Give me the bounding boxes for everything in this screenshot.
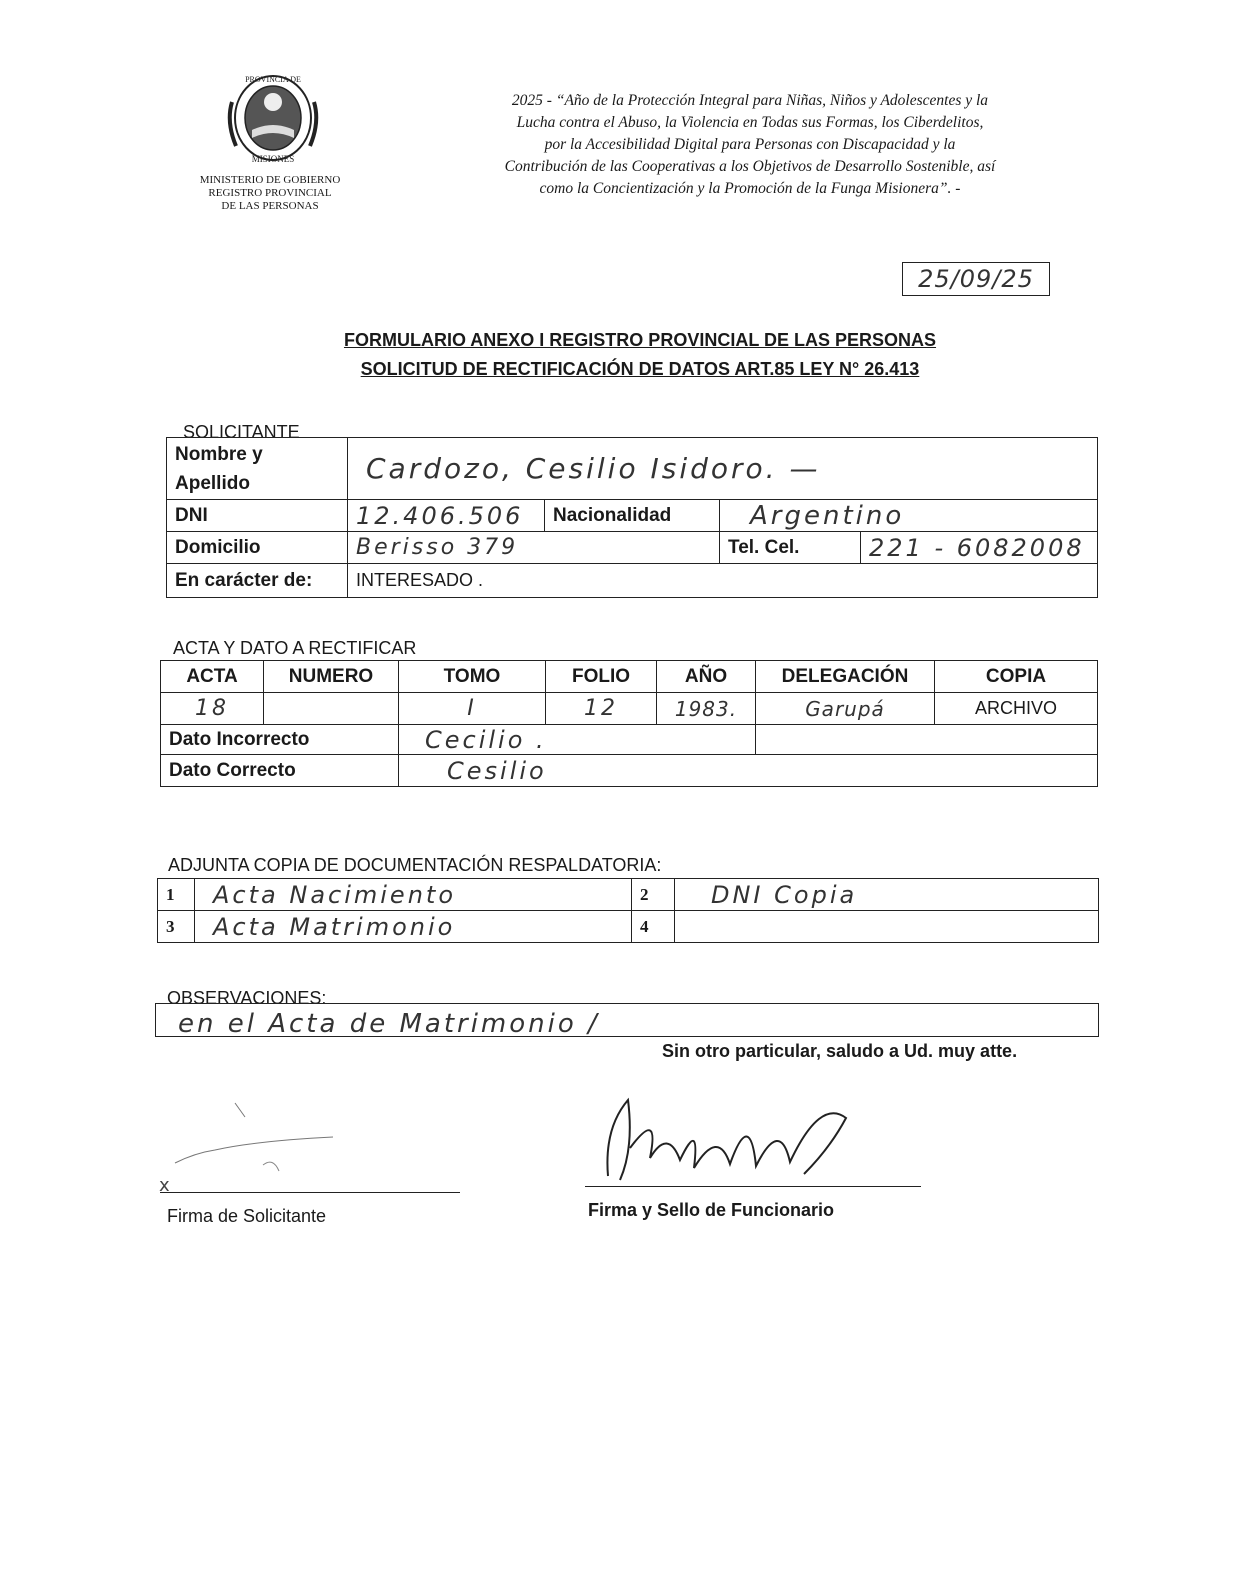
ministry-line-1: MINISTERIO DE GOBIERNO	[199, 174, 341, 186]
adjunta-item-2[interactable]: DNI Copia	[675, 879, 1099, 911]
motto-line-1: 2025 - “Año de la Protección Integral para Niñas, Niños y Adolescentes y la	[511, 92, 989, 109]
observaciones-field[interactable]: en el Acta de Matrimonio /	[155, 1003, 1099, 1037]
ministry-line-3: DE LAS PERSONAS	[221, 200, 319, 212]
nacionalidad-field[interactable]: Argentino	[720, 500, 1098, 532]
adjunta-section-label: ADJUNTA COPIA DE DOCUMENTACIÓN RESPALDATORIA:	[168, 855, 662, 875]
copia-field[interactable]: ARCHIVO	[935, 693, 1098, 725]
adjunta-num-4: 4	[632, 911, 675, 943]
dato-incorrecto-field[interactable]: Cecilio .	[399, 725, 756, 755]
adjunta-num-1: 1	[158, 879, 195, 911]
title-line-2: SOLICITUD DE RECTIFICACIÓN DE DATOS ART.85 LEY N° 26.413	[360, 359, 920, 379]
nombre-label-2: Apellido	[175, 472, 250, 494]
motto-line-5: como la Concientización y la Promoción de la Funga Misionera”. -	[539, 180, 961, 197]
form-title	[300, 326, 980, 384]
dato-incorrecto-extra	[756, 725, 1098, 755]
funcionario-signature-mark	[590, 1088, 870, 1188]
svg-text:x: x	[159, 1175, 170, 1195]
seal-text-top: PROVINCIA DE	[245, 75, 301, 84]
delegacion-field[interactable]: Garupá	[756, 693, 935, 725]
observaciones-label: OBSERVACIONES:	[167, 988, 327, 1008]
funcionario-signature-line	[585, 1186, 921, 1187]
ministry-name	[180, 174, 360, 213]
adjunta-item-4[interactable]	[675, 911, 1099, 943]
domicilio-label: Domicilio	[167, 532, 348, 564]
solicitante-table	[166, 437, 1098, 598]
motto-line-3: por la Accesibilidad Digital para Personas con Discapacidad y la	[544, 136, 956, 153]
dato-correcto-field[interactable]: Cesilio	[399, 755, 1098, 787]
tomo-header: TOMO	[399, 661, 546, 693]
caracter-label: En carácter de:	[167, 564, 348, 598]
folio-header: FOLIO	[546, 661, 657, 693]
firma-solicitante-label: Firma de Solicitante	[167, 1206, 327, 1226]
adjunta-table	[157, 878, 1099, 943]
copia-header: COPIA	[935, 661, 1098, 693]
adjunta-num-3: 3	[158, 911, 195, 943]
adjunta-item-3[interactable]: Acta Matrimonio	[195, 911, 632, 943]
folio-field[interactable]: 12	[546, 693, 657, 725]
anio-header: AÑO	[657, 661, 756, 693]
ministry-line-2: REGISTRO PROVINCIAL	[208, 187, 332, 199]
title-line-1: FORMULARIO ANEXO I REGISTRO PROVINCIAL DE LAS PERSONAS	[343, 330, 937, 350]
nacionalidad-label: Nacionalidad	[545, 500, 720, 532]
seal-logo	[224, 72, 322, 164]
tel-field[interactable]: 221 - 6082008	[861, 532, 1098, 564]
dato-incorrecto-label: Dato Incorrecto	[161, 725, 399, 755]
acta-field[interactable]: 18	[161, 693, 264, 725]
solicitante-signature-line	[160, 1192, 460, 1193]
delegacion-header: DELEGACIÓN	[756, 661, 935, 693]
adjunta-item-1[interactable]: Acta Nacimiento	[195, 879, 632, 911]
year-motto	[440, 90, 1060, 200]
nombre-label	[167, 438, 348, 500]
date-stamp: 25/09/25	[902, 262, 1050, 296]
tomo-field[interactable]: I	[399, 693, 546, 725]
motto-line-2: Lucha contra el Abuso, la Violencia en Todas sus Formas, los Ciberdelitos,	[516, 114, 984, 131]
dato-correcto-label: Dato Correcto	[161, 755, 399, 787]
acta-section-label: ACTA Y DATO A RECTIFICAR	[173, 638, 417, 658]
acta-table	[160, 660, 1098, 787]
solicitante-signature-mark	[155, 1095, 345, 1195]
tel-label: Tel. Cel.	[720, 532, 861, 564]
dni-label: DNI	[167, 500, 348, 532]
acta-header: ACTA	[161, 661, 264, 693]
numero-field[interactable]	[264, 693, 399, 725]
motto-line-4: Contribución de las Cooperativas a los Objetivos de Desarrollo Sostenible, así	[504, 158, 996, 175]
domicilio-field[interactable]: Berisso 379	[348, 532, 720, 564]
adjunta-num-2: 2	[632, 879, 675, 911]
caracter-field[interactable]: INTERESADO .	[348, 564, 1098, 598]
closing-text: Sin otro particular, saludo a Ud. muy atte.	[662, 1041, 1018, 1061]
solicitante-section-label: SOLICITANTE	[183, 422, 300, 442]
nombre-field[interactable]: Cardozo, Cesilio Isidoro. —	[348, 438, 1098, 500]
seal-text-bottom: MISIONES	[251, 154, 295, 164]
firma-funcionario-label: Firma y Sello de Funcionario	[588, 1200, 835, 1220]
dni-field[interactable]: 12.406.506	[348, 500, 545, 532]
nombre-label-1: Nombre y	[175, 443, 263, 465]
anio-field[interactable]: 1983.	[657, 693, 756, 725]
numero-header: NUMERO	[264, 661, 399, 693]
